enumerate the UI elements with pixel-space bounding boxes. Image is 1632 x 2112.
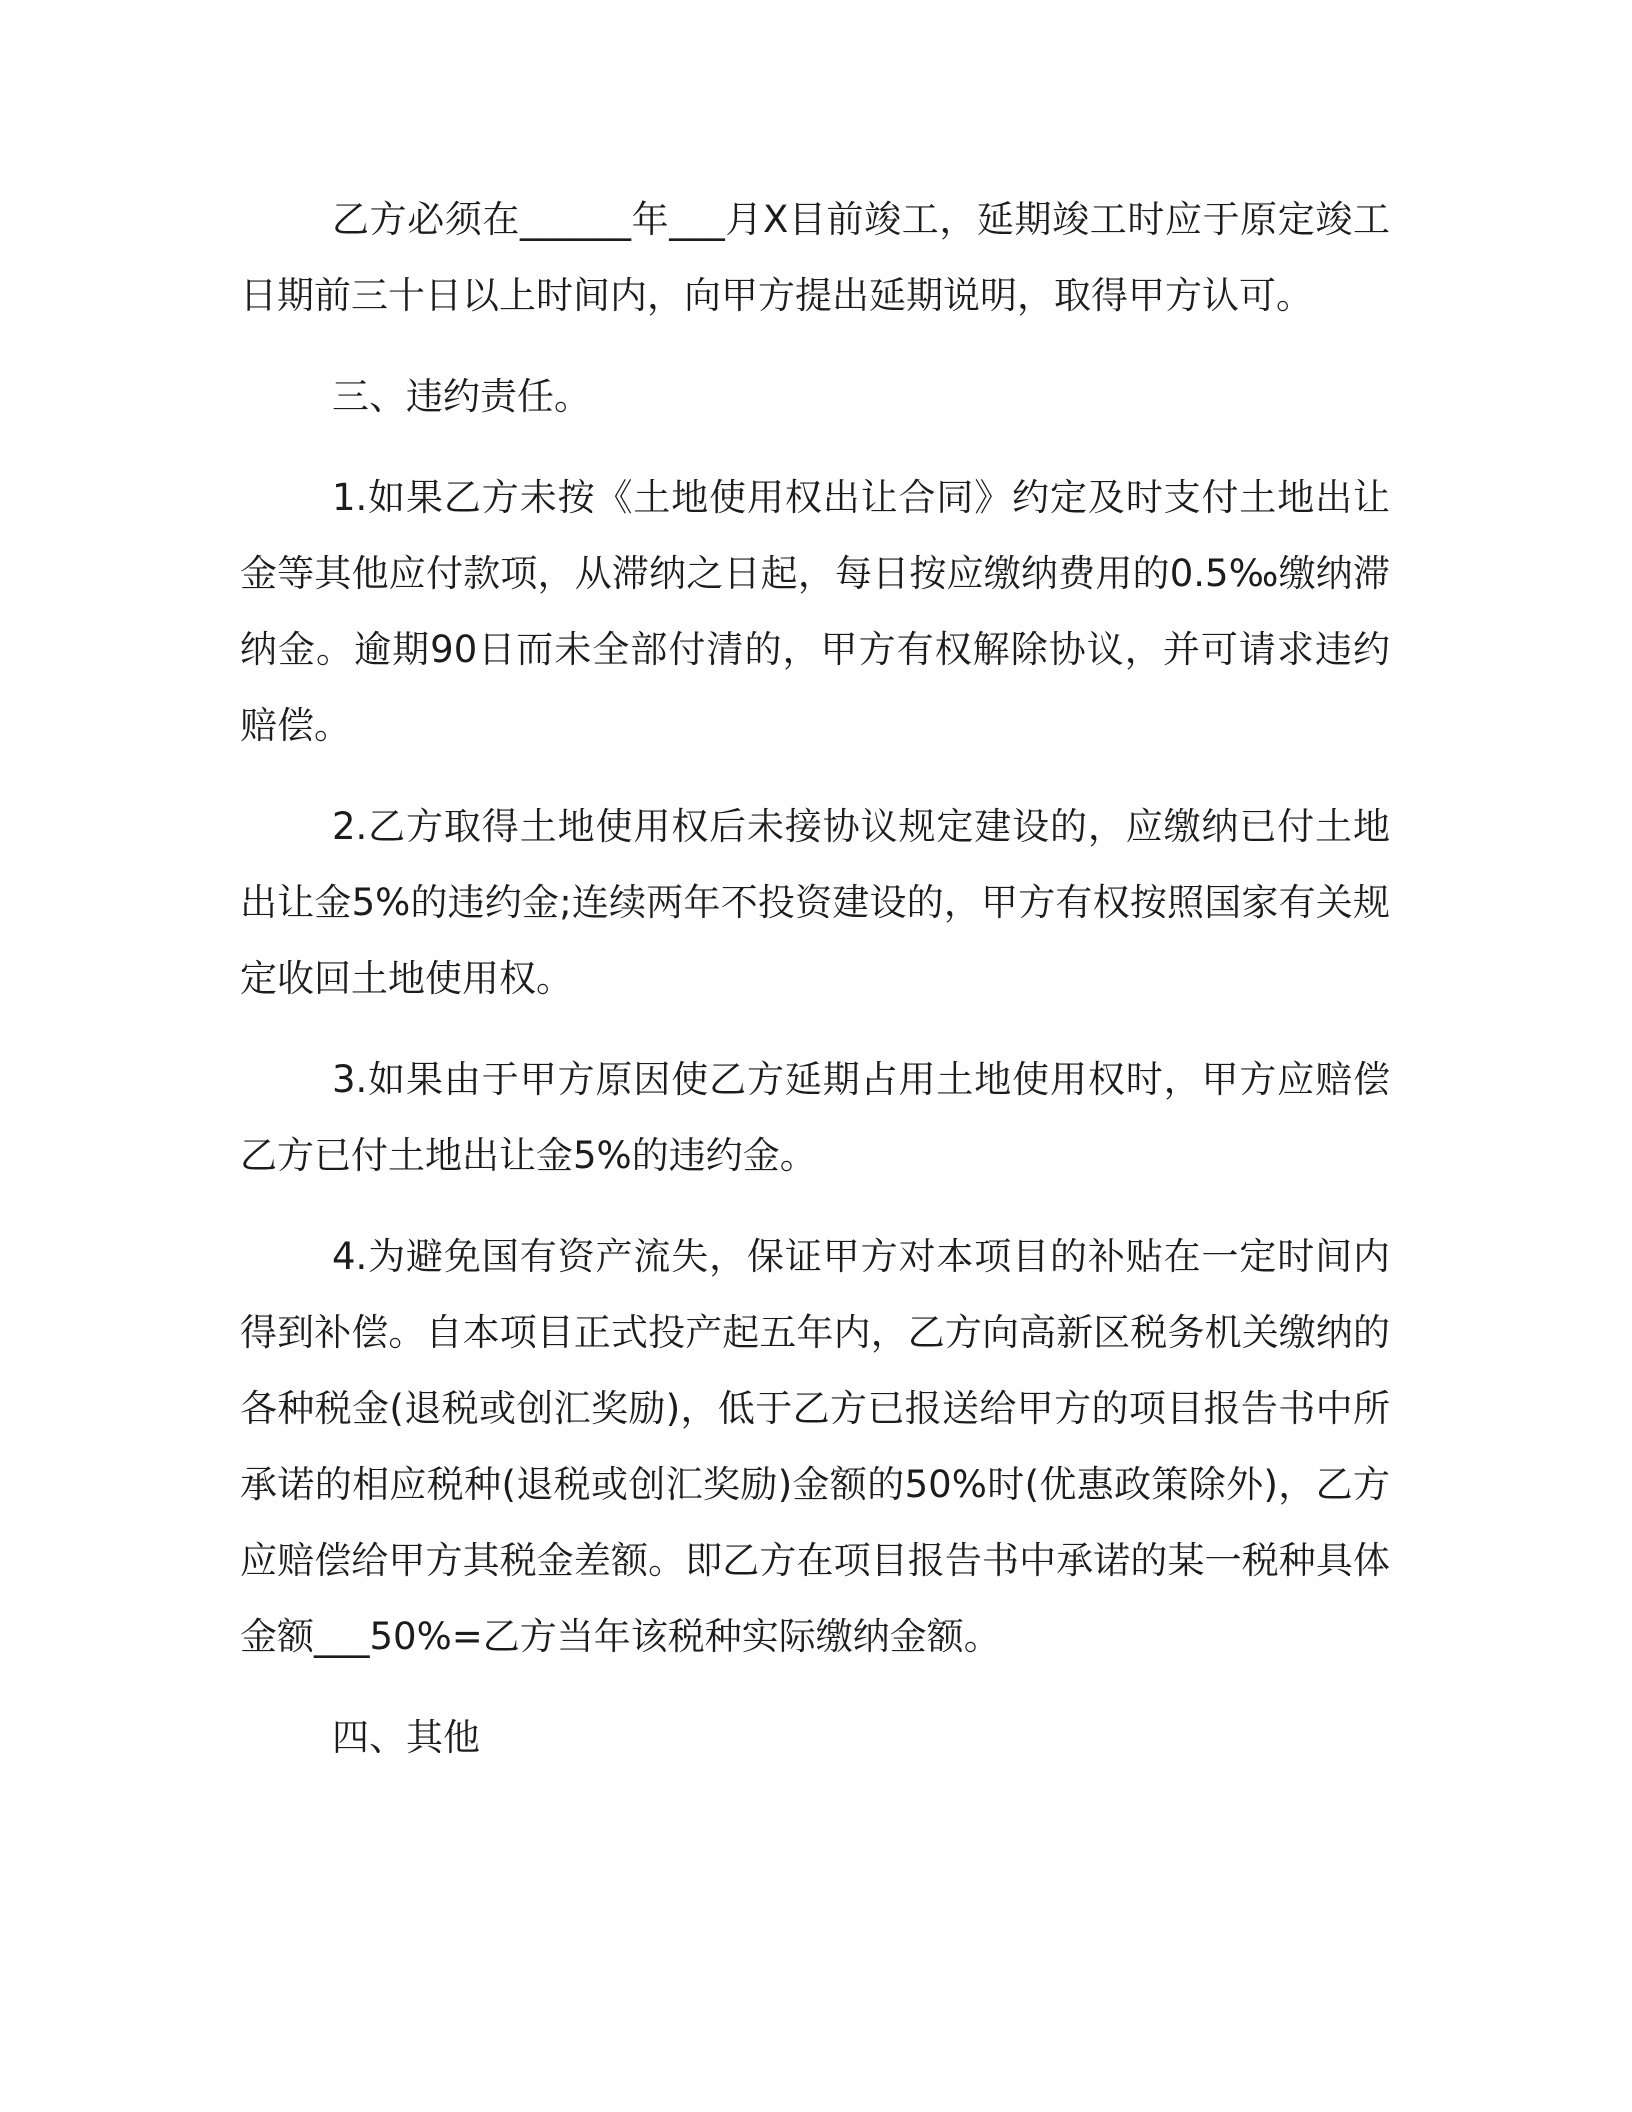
section-heading-other: 四、其他 bbox=[332, 1716, 480, 1759]
document-body bbox=[240, 182, 1390, 1776]
clause-3-party-a-delay: 3.如果由于甲方原因使乙方延期占用土地使用权时，甲方应赔偿乙方已付土地出让金5%的违约金。 bbox=[240, 1058, 1390, 1177]
clause-2-construction-default: 2.乙方取得土地使用权后未接协议规定建设的，应缴纳已付土地出让金5%的违约金;连续两年不投资建设的，甲方有权按照国家有关规定收回土地使用权。 bbox=[240, 805, 1390, 1000]
clause-4-tax-compensation: 4.为避免国有资产流失，保证甲方对本项目的补贴在一定时间内得到补偿。自本项目正式投产起五年内，乙方向高新区税务机关缴纳的各种税金(退税或创汇奖励)，低于乙方已报送给甲方的项目报告书中所承诺的相应税种(退税或创汇奖励)金额的50%时(优惠政策除外)，乙方应赔偿给甲方其税金差额。即乙方在项目报告书中承诺的某一税种具体金额___50%=乙方当年该税种实际缴纳金额。 bbox=[240, 1235, 1390, 1658]
section-heading-liability: 三、违约责任。 bbox=[332, 375, 591, 418]
paragraph-completion-deadline: 乙方必须在______年___月Ⅹ目前竣工，延期竣工时应于原定竣工日期前三十日以上时间内，向甲方提出延期说明，取得甲方认可。 bbox=[240, 198, 1390, 317]
clause-1-late-payment: 1.如果乙方未按《土地使用权出让合同》约定及时支付土地出让金等其他应付款项，从滞纳之日起，每日按应缴纳费用的0.5‰缴纳滞纳金。逾期90日而未全部付清的，甲方有权解除协议，并可请求违约赔偿。 bbox=[240, 476, 1390, 747]
